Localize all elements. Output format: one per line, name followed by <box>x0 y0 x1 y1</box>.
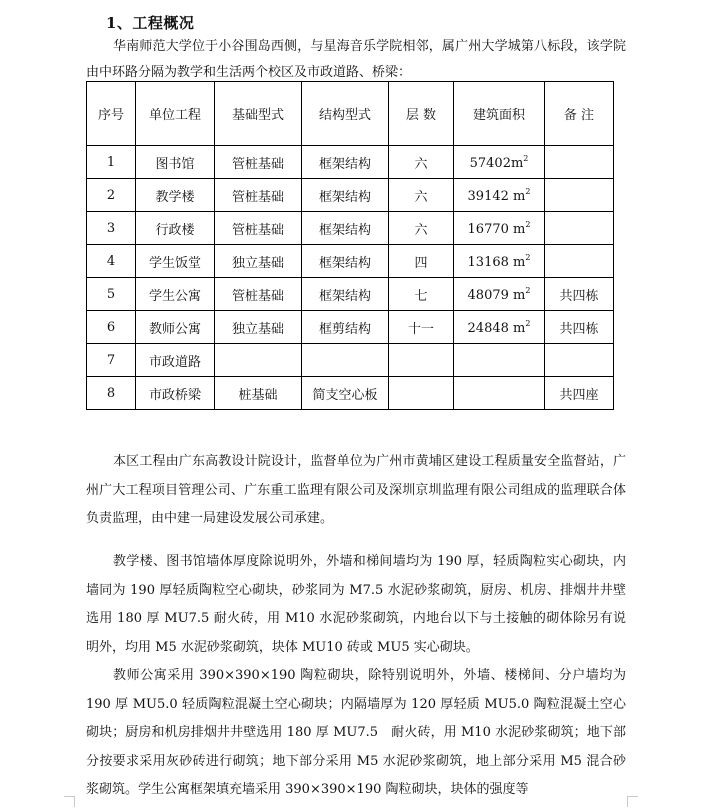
page-corner-mark-left <box>64 796 75 807</box>
header-cell-note: 备 注 <box>545 82 614 146</box>
cell-area <box>454 278 545 311</box>
table-row <box>87 146 614 179</box>
area-unit-exponent: 2 <box>525 285 531 295</box>
cell-note <box>545 146 614 179</box>
table-header-row <box>87 82 614 146</box>
header-cell-foundation: 基础型式 <box>215 82 302 146</box>
supervision-paragraph: 本区工程由广东高教设计院设计，监督单位为广州市黄埔区建设工程质量安全监督站，广州广大工程项目管理公司、广东重工监理有限公司及深圳京圳监理有限公司组成的监理联合体负责监理，由中建一局建设发展公司承建。 <box>86 454 626 526</box>
cell-structure: 框架结构 <box>302 245 389 278</box>
area-value: 24848 m <box>467 320 526 336</box>
cell-floors: 四 <box>389 245 454 278</box>
cell-unit: 教学楼 <box>136 179 215 212</box>
cell-no: 2 <box>87 179 136 212</box>
cell-structure: 框架结构 <box>302 179 389 212</box>
cell-unit: 市政桥梁 <box>136 377 215 410</box>
header-cell-area: 建筑面积 <box>454 82 545 146</box>
section-heading: 1、工程概况 <box>106 14 195 32</box>
cell-floors: 六 <box>389 146 454 179</box>
apartments-paragraph: 教师公寓采用 390×390×190 陶粒砌块，除特别说明外，外墙、楼梯间、分户墙均为 190 厚 MU5.0 轻质陶粒混凝土空心砌块；内隔墙厚为 120 厚轻质 MU5.0 陶粒混凝土空心砌块；厨房和机房排烟井井壁选用 180 厚 MU7.5 耐火砖，用 M10 水泥砂浆砌筑；地下部分按要求采用灰砂砖进行砌筑；地下部分采用 M5 水泥砂浆砌筑，地上部分采用 M5 混合砂浆砌筑。学生公寓框架填充墙采用 390×390×190 陶粒砌块，块体的强度等 <box>86 668 626 797</box>
area-unit-exponent: 2 <box>523 153 529 163</box>
cell-structure: 框剪结构 <box>302 311 389 344</box>
cell-note <box>545 212 614 245</box>
cell-floors <box>389 344 454 377</box>
area-value: 16770 m <box>467 221 526 237</box>
cell-note <box>545 245 614 278</box>
cell-no: 1 <box>87 146 136 179</box>
cell-foundation: 独立基础 <box>215 311 302 344</box>
header-cell-no: 序号 <box>87 82 136 146</box>
cell-area <box>454 146 545 179</box>
table-row <box>87 278 614 311</box>
cell-no: 8 <box>87 377 136 410</box>
header-cell-floors: 层 数 <box>389 82 454 146</box>
cell-area <box>454 377 545 410</box>
walls-paragraph: 教学楼、图书馆墙体厚度除说明外，外墙和梯间墙均为 190 厚，轻质陶粒实心砌块，内墙同为 190 厚轻质陶粒空心砌块，砂浆同为 M7.5 水泥砂浆砌筑，厨房、机房、排烟井井壁选用 180 厚 MU7.5 耐火砖，用 M10 水泥砂浆砌筑，内地台以下与土接触的砌体除另有说明外，均用 M5 水泥砂浆砌筑，块体 MU10 砖或 MU5 实心砌块。 <box>86 554 626 655</box>
area-unit-exponent: 2 <box>525 252 531 262</box>
cell-foundation: 管桩基础 <box>215 146 302 179</box>
table-row <box>87 311 614 344</box>
cell-foundation: 管桩基础 <box>215 179 302 212</box>
cell-area <box>454 344 545 377</box>
area-value: 39142 m <box>467 188 526 204</box>
cell-unit: 学生公寓 <box>136 278 215 311</box>
cell-structure: 框架结构 <box>302 146 389 179</box>
area-unit-exponent: 2 <box>525 318 531 328</box>
cell-no: 5 <box>87 278 136 311</box>
table-row <box>87 179 614 212</box>
cell-structure <box>302 344 389 377</box>
cell-unit: 学生饭堂 <box>136 245 215 278</box>
area-value: 13168 m <box>467 254 526 270</box>
cell-no: 6 <box>87 311 136 344</box>
cell-area <box>454 179 545 212</box>
cell-area <box>454 212 545 245</box>
project-table <box>86 81 614 410</box>
cell-area <box>454 311 545 344</box>
cell-floors: 十一 <box>389 311 454 344</box>
cell-no: 7 <box>87 344 136 377</box>
cell-foundation <box>215 344 302 377</box>
cell-unit: 市政道路 <box>136 344 215 377</box>
table-row <box>87 212 614 245</box>
header-cell-unit: 单位工程 <box>136 82 215 146</box>
cell-foundation: 桩基础 <box>215 377 302 410</box>
header-cell-structure: 结构型式 <box>302 82 389 146</box>
cell-unit: 行政楼 <box>136 212 215 245</box>
cell-floors: 七 <box>389 278 454 311</box>
cell-area <box>454 245 545 278</box>
cell-structure: 框架结构 <box>302 278 389 311</box>
cell-floors: 六 <box>389 179 454 212</box>
cell-note: 共四座 <box>545 377 614 410</box>
table-row <box>87 245 614 278</box>
cell-floors: 六 <box>389 212 454 245</box>
area-value: 57402m <box>469 155 524 171</box>
cell-no: 3 <box>87 212 136 245</box>
cell-note: 共四栋 <box>545 278 614 311</box>
cell-foundation: 管桩基础 <box>215 278 302 311</box>
intro-paragraph: 华南师范大学位于小谷围岛西侧，与星海音乐学院相邻，属广州大学城第八标段，该学院由中环路分隔为教学和生活两个校区及市政道路、桥梁： <box>86 39 626 80</box>
cell-structure: 简支空心板 <box>302 377 389 410</box>
cell-structure: 框架结构 <box>302 212 389 245</box>
table-row <box>87 377 614 410</box>
cell-note <box>545 344 614 377</box>
cell-note: 共四栋 <box>545 311 614 344</box>
area-value: 48079 m <box>467 287 526 303</box>
cell-foundation: 独立基础 <box>215 245 302 278</box>
cell-unit: 教师公寓 <box>136 311 215 344</box>
area-unit-exponent: 2 <box>525 186 531 196</box>
page-corner-mark-right <box>627 796 638 807</box>
cell-unit: 图书馆 <box>136 146 215 179</box>
cell-floors <box>389 377 454 410</box>
table-row <box>87 344 614 377</box>
cell-no: 4 <box>87 245 136 278</box>
cell-note <box>545 179 614 212</box>
area-unit-exponent: 2 <box>525 219 531 229</box>
cell-foundation: 管桩基础 <box>215 212 302 245</box>
